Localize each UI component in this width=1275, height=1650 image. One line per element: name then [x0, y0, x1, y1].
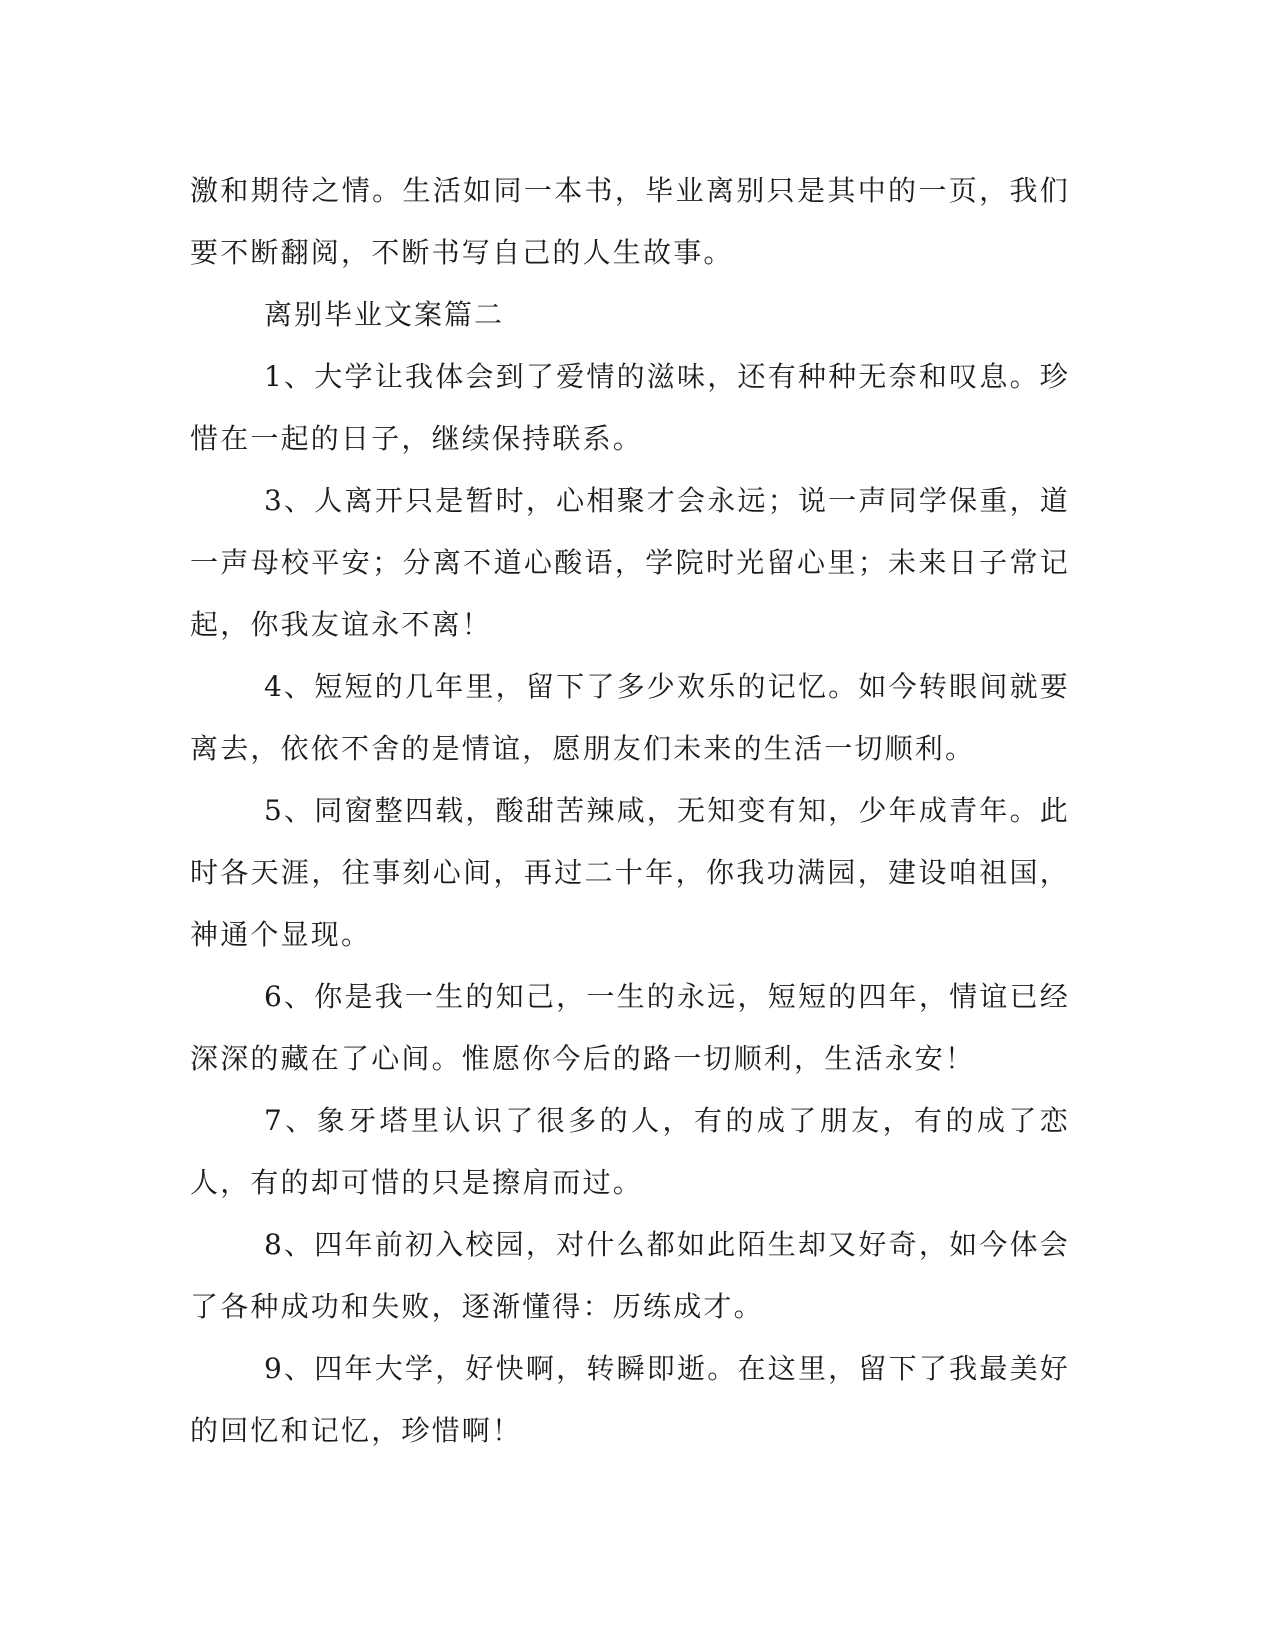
section-title: 离别毕业文案篇二 [264, 298, 505, 331]
list-item: 4、短短的几年里，留下了多少欢乐的记忆。如今转眼间就要离去，依依不舍的是情谊，愿朋友们未来的生活一切顺利。 [190, 670, 1070, 765]
list-item: 9、四年大学，好快啊，转瞬即逝。在这里，留下了我最美好的回忆和记忆，珍惜啊！ [190, 1352, 1070, 1447]
list-item: 1、大学让我体会到了爱情的滋味，还有种种无奈和叹息。珍惜在一起的日子，继续保持联系。 [190, 360, 1070, 455]
list-item: 7、象牙塔里认识了很多的人，有的成了朋友，有的成了恋人，有的却可惜的只是擦肩而过。 [190, 1104, 1070, 1199]
document-body [190, 160, 1070, 1462]
list-item: 6、你是我一生的知己，一生的永远，短短的四年，情谊已经深深的藏在了心间。惟愿你今后的路一切顺利，生活永安！ [190, 980, 1070, 1075]
list-item: 3、人离开只是暂时，心相聚才会永远；说一声同学保重，道一声母校平安；分离不道心酸语，学院时光留心里；未来日子常记起，你我友谊永不离！ [190, 484, 1070, 641]
continuation-paragraph: 激和期待之情。生活如同一本书，毕业离别只是其中的一页，我们要不断翻阅，不断书写自己的人生故事。 [190, 174, 1070, 269]
list-item: 8、四年前初入校园，对什么都如此陌生却又好奇，如今体会了各种成功和失败，逐渐懂得：历练成才。 [190, 1228, 1070, 1323]
list-item: 5、同窗整四载，酸甜苦辣咸，无知变有知，少年成青年。此时各天涯，往事刻心间，再过二十年，你我功满园，建设咱祖国，神通个显现。 [190, 794, 1070, 951]
